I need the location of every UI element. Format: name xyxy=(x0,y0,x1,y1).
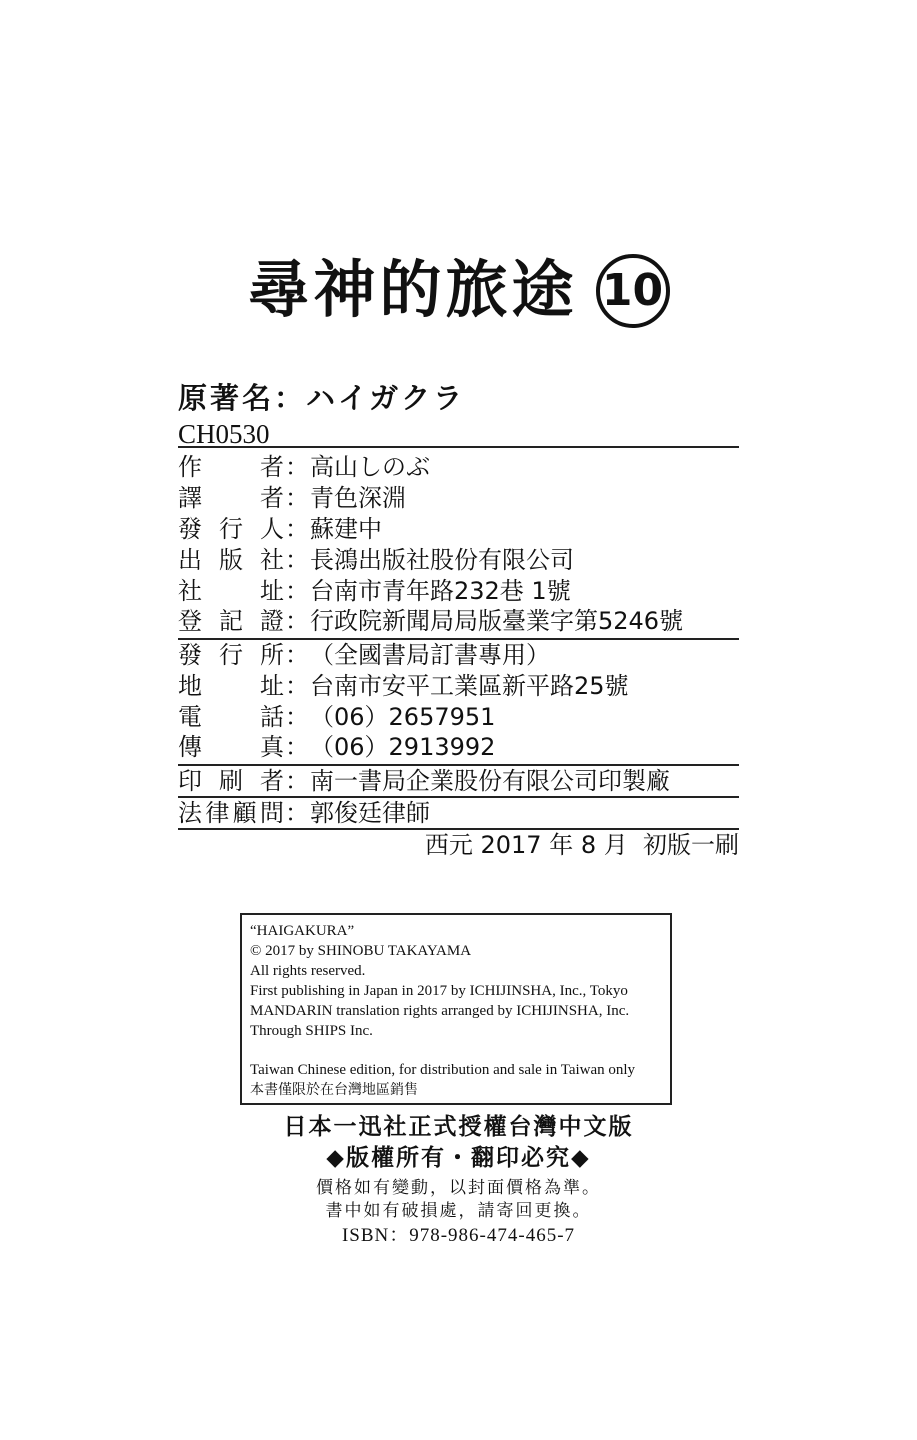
credit-label: 法律顧問 xyxy=(178,799,284,827)
credit-colon: ： xyxy=(285,546,309,574)
credit-colon: ： xyxy=(285,607,309,635)
copyright-line: MANDARIN translation rights arranged by ICHIJINSHA, Inc. xyxy=(250,1003,630,1019)
edition-date: 西元 2017 年 8 月 初版一刷 xyxy=(424,831,739,859)
credit-row-author xyxy=(178,452,430,482)
original-title: 原著名：ハイガクラ xyxy=(178,381,466,415)
distribution-note-zh: 本書僅限於在台灣地區銷售 xyxy=(250,1082,418,1098)
credit-value: 台南市安平工業區新平路25號 xyxy=(310,672,629,700)
credit-colon: ： xyxy=(285,641,309,669)
credit-label: 作者 xyxy=(178,453,284,481)
credit-colon: ： xyxy=(285,453,309,481)
credit-row-registration xyxy=(178,606,683,636)
credit-value: 高山しのぶ xyxy=(310,453,430,481)
catalog-code: CH0530 xyxy=(178,419,270,449)
credit-value: 台南市青年路232巷 1號 xyxy=(310,577,571,605)
credit-row-publisher xyxy=(178,545,574,575)
credit-row-publisher-address xyxy=(178,576,571,606)
credit-label: 出版社 xyxy=(178,546,284,574)
credit-value: （06）2913992 xyxy=(310,733,496,761)
credit-value: 長鴻出版社股份有限公司 xyxy=(310,546,574,574)
copyright-line: “HAIGAKURA” xyxy=(250,923,355,939)
credit-colon: ： xyxy=(285,767,309,795)
credit-row-phone xyxy=(178,702,495,732)
credit-colon: ： xyxy=(285,515,309,543)
credit-value: 郭俊廷律師 xyxy=(310,799,430,827)
credit-colon: ： xyxy=(285,484,309,512)
authorized-edition: 日本一迅社正式授權台灣中文版 xyxy=(283,1114,634,1140)
copyright-line: © 2017 by SHINOBU TAKAYAMA xyxy=(250,943,472,959)
credit-value: （06）2657951 xyxy=(310,703,496,731)
distribution-note-en: Taiwan Chinese edition, for distribution and sale in Taiwan only xyxy=(250,1062,636,1078)
credit-colon: ： xyxy=(285,703,309,731)
credit-value: 蘇建中 xyxy=(310,515,382,543)
credit-row-publisher-person xyxy=(178,514,382,544)
credit-label: 電話 xyxy=(178,703,284,731)
credit-row-fax xyxy=(178,732,495,762)
book-title-text: 尋神的旅途 xyxy=(247,253,578,326)
damage-note: 書中如有破損處，請寄回更換。 xyxy=(325,1201,592,1221)
credit-row-distributor xyxy=(178,640,550,670)
credit-label: 發行所 xyxy=(178,641,284,669)
price-note: 價格如有變動，以封面價格為準。 xyxy=(316,1178,601,1198)
credit-value: 南一書局企業股份有限公司印製廠 xyxy=(310,767,670,795)
copyright-spacer xyxy=(250,1041,670,1060)
copyright-line: First publishing in Japan in 2017 by ICHIJINSHA, Inc., Tokyo xyxy=(250,983,628,999)
all-rights-reserved: ◆版權所有・翻印必究◆ xyxy=(326,1145,591,1171)
credit-colon: ： xyxy=(285,577,309,605)
credit-colon: ： xyxy=(285,672,309,700)
credit-label: 發行人 xyxy=(178,515,284,543)
credit-colon: ： xyxy=(285,799,309,827)
volume-number-circle: 10 xyxy=(596,254,670,328)
book-title xyxy=(0,250,917,330)
credit-label: 地址 xyxy=(178,672,284,700)
credit-row-distributor-address xyxy=(178,671,629,701)
credit-label: 傳真 xyxy=(178,733,284,761)
credit-colon: ： xyxy=(285,733,309,761)
copyright-line: Through SHIPS Inc. xyxy=(250,1023,373,1039)
divider-top xyxy=(178,446,739,448)
credit-value: 行政院新聞局局版臺業字第5246號 xyxy=(310,607,684,635)
copyright-box xyxy=(240,913,672,1105)
credit-label: 譯者 xyxy=(178,484,284,512)
credit-label: 印刷者 xyxy=(178,767,284,795)
credit-value: （全國書局訂書專用） xyxy=(310,641,550,669)
copyright-line: All rights reserved. xyxy=(250,963,366,979)
credit-row-printer xyxy=(178,766,670,796)
credit-value: 青色深淵 xyxy=(310,484,406,512)
isbn: ISBN：978-986-474-465-7 xyxy=(341,1225,576,1246)
credit-label: 社址 xyxy=(178,577,284,605)
credit-row-translator xyxy=(178,483,406,513)
credit-label: 登記證 xyxy=(178,607,284,635)
credit-row-legal-counsel xyxy=(178,798,430,828)
